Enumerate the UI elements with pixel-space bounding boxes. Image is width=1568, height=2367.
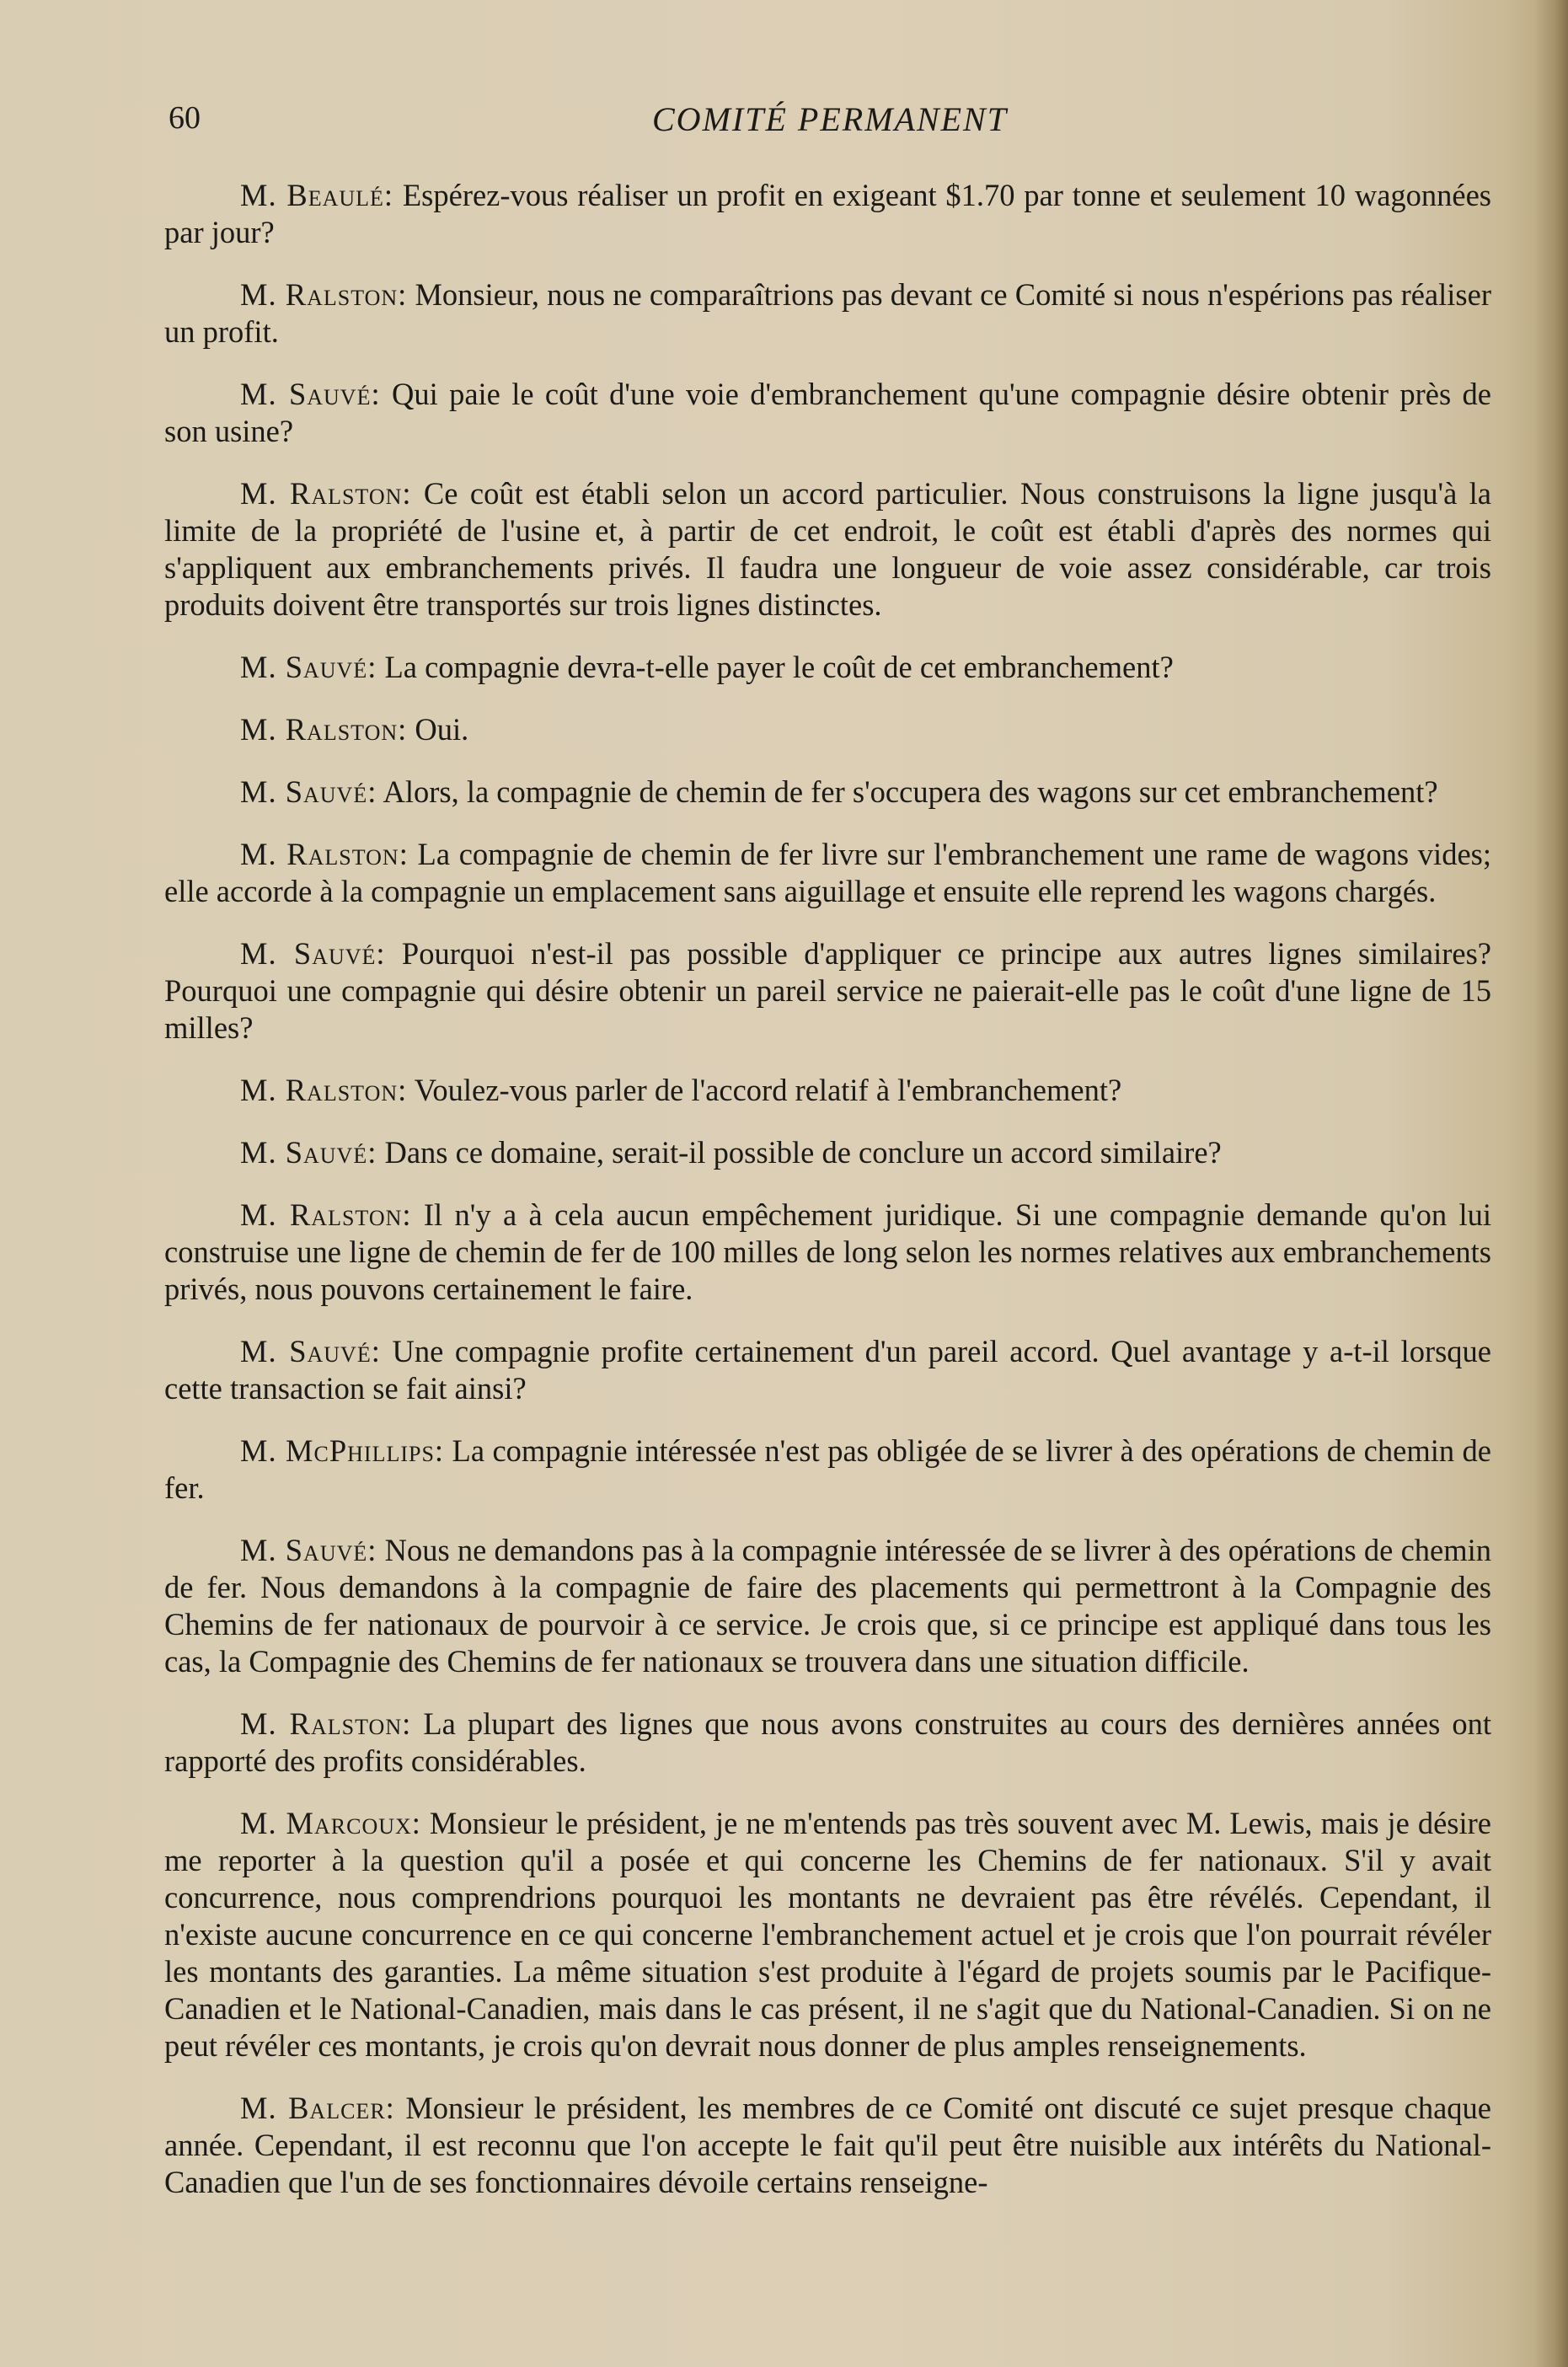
transcript-paragraph [164,376,1491,450]
running-title: COMITÉ PERMANENT [652,100,1008,138]
paragraph-text: Qui paie le coût d'une voie d'embranchement qu'une compagnie désire obtenir près de son usine? [164,377,1491,448]
paragraph-text: Monsieur le président, je ne m'entends pas très souvent avec M. Lewis, mais je désire me reporter à la question qu'il a posée et qui concerne les Chemins de fer nationaux. S'il y avait concurrence, nous comprendrions pourquoi les montants ne devraient pas être révélés. Cependant, il n'existe aucune concurrence en ce qui concerne l'embranchement actuel et je crois que l'on pourrait révéler les montants des garanties. La même situation s'est produite à l'égard de projets soumis par le Pacifique-Canadien et le National-Canadien, mais dans le cas présent, il ne s'agit que du National-Canadien. Si on ne peut révéler ces montants, je crois qu'on devrait nous donner de plus amples renseignements. [164,1806,1491,2063]
speaker-name: M. Sauvé: [240,1533,377,1567]
transcript-paragraph [164,276,1491,351]
transcript-paragraph [164,1805,1491,2064]
transcript-paragraph [164,177,1491,251]
speaker-name: M. Sauvé: [240,377,381,411]
paragraph-text: Pourquoi n'est-il pas possible d'appliquer ce principe aux autres lignes similaires? Pourquoi une compagnie qui désire obtenir un pareil service ne paierait-elle pas le coût d'une ligne de 15 milles? [164,936,1492,1045]
speaker-name: M. Ralston: [240,837,409,871]
paragraph-text: Voulez-vous parler de l'accord relatif à l'embranchement? [407,1073,1122,1107]
page-edge-shadow [1534,0,1568,2367]
transcript-paragraph [164,836,1491,910]
paragraph-text: Oui. [407,712,469,747]
speaker-name: M. Ralston: [240,1073,408,1107]
transcript-paragraph [164,1333,1491,1407]
paragraph-text: Monsieur le président, les membres de ce Comité ont discuté ce sujet presque chaque année. Cependant, il est reconnu que l'on accepte le fait qu'il peut être nuisible aux intérêts du National-Canadien que l'un de ses fonctionnaires dévoile certains renseigne- [164,2091,1492,2199]
transcript-paragraph [164,1134,1491,1171]
paragraph-text: Il n'y a à cela aucun empêchement juridique. Si une compagnie demande qu'on lui construise une ligne de chemin de fer de 100 milles de long selon les normes relatives aux embranchements privés, nous pouvons certainement le faire. [164,1197,1491,1306]
transcript-paragraph [164,1433,1491,1507]
speaker-name: M. McPhillips: [240,1433,445,1468]
speaker-name: M. Balcer: [240,2091,395,2125]
paragraph-text: La compagnie de chemin de fer livre sur l'embranchement une rame de wagons vides; elle accorde à la compagnie un emplacement sans aiguillage et ensuite elle reprend les wagons chargés. [164,837,1491,908]
transcript-paragraph [164,475,1491,624]
transcript-body [164,177,1491,2226]
transcript-paragraph [164,1072,1491,1109]
paragraph-text: Ce coût est établi selon un accord particulier. Nous construisons la ligne jusqu'à la limite de la propriété de l'usine et, à partir de cet endroit, le coût est établi d'après des normes qui s'appliquent aux embranchements privés. Il faudra une longueur de voie assez considérable, car trois produits doivent être transportés sur trois lignes distinctes. [164,476,1491,622]
speaker-name: M. Marcoux: [240,1806,421,1840]
paragraph-text: Monsieur, nous ne comparaîtrions pas devant ce Comité si nous n'espérions pas réaliser un profit. [164,277,1491,349]
transcript-paragraph [164,774,1491,811]
transcript-paragraph [164,1532,1491,1680]
paragraph-text: La plupart des lignes que nous avons construites au cours des dernières années ont rapporté des profits considérables. [164,1706,1491,1778]
speaker-name: M. Ralston: [240,712,408,747]
speaker-name: M. Sauvé: [240,1135,377,1170]
transcript-paragraph [164,2090,1491,2201]
speaker-name: M. Ralston: [240,1706,412,1741]
transcript-paragraph [164,1197,1491,1308]
page-header [169,99,1491,150]
paragraph-text: Nous ne demandons pas à la compagnie intéressée de se livrer à des opérations de chemin de fer. Nous demandons à la compagnie de faire des placements qui permettront à la Compagnie des Chemins de fer nationaux de pourvoir à ce service. Je crois que, si ce principe est appliqué dans tous les cas, la Compagnie des Chemins de fer nationaux se trouvera dans une situation difficile. [164,1533,1491,1679]
speaker-name: M. Sauvé: [240,650,377,684]
paragraph-text: Alors, la compagnie de chemin de fer s'occupera des wagons sur cet embranchement? [377,774,1438,809]
speaker-name: M. Ralston: [240,277,408,312]
speaker-name: M. Sauvé: [240,1334,381,1368]
paragraph-text: Espérez-vous réaliser un profit en exigeant $1.70 par tonne et seulement 10 wagonnées par jour? [164,178,1492,249]
paragraph-text: Dans ce domaine, serait-il possible de conclure un accord similaire? [377,1135,1222,1170]
speaker-name: M. Ralston: [240,476,412,511]
paragraph-text: La compagnie intéressée n'est pas obligée de se livrer à des opérations de chemin de fer. [164,1433,1492,1505]
speaker-name: M. Sauvé: [240,936,386,971]
transcript-paragraph [164,935,1491,1047]
speaker-name: M. Ralston: [240,1197,412,1232]
speaker-name: M. Sauvé: [240,774,377,809]
paragraph-text: La compagnie devra-t-elle payer le coût de cet embranchement? [377,650,1174,684]
paragraph-text: Une compagnie profite certainement d'un pareil accord. Quel avantage y a-t-il lorsque cette transaction se fait ainsi? [164,1334,1492,1406]
transcript-paragraph [164,649,1491,686]
speaker-name: M. Beaulé: [240,178,394,212]
transcript-paragraph [164,711,1491,748]
page-number: 60 [169,100,201,136]
transcript-paragraph [164,1706,1491,1780]
